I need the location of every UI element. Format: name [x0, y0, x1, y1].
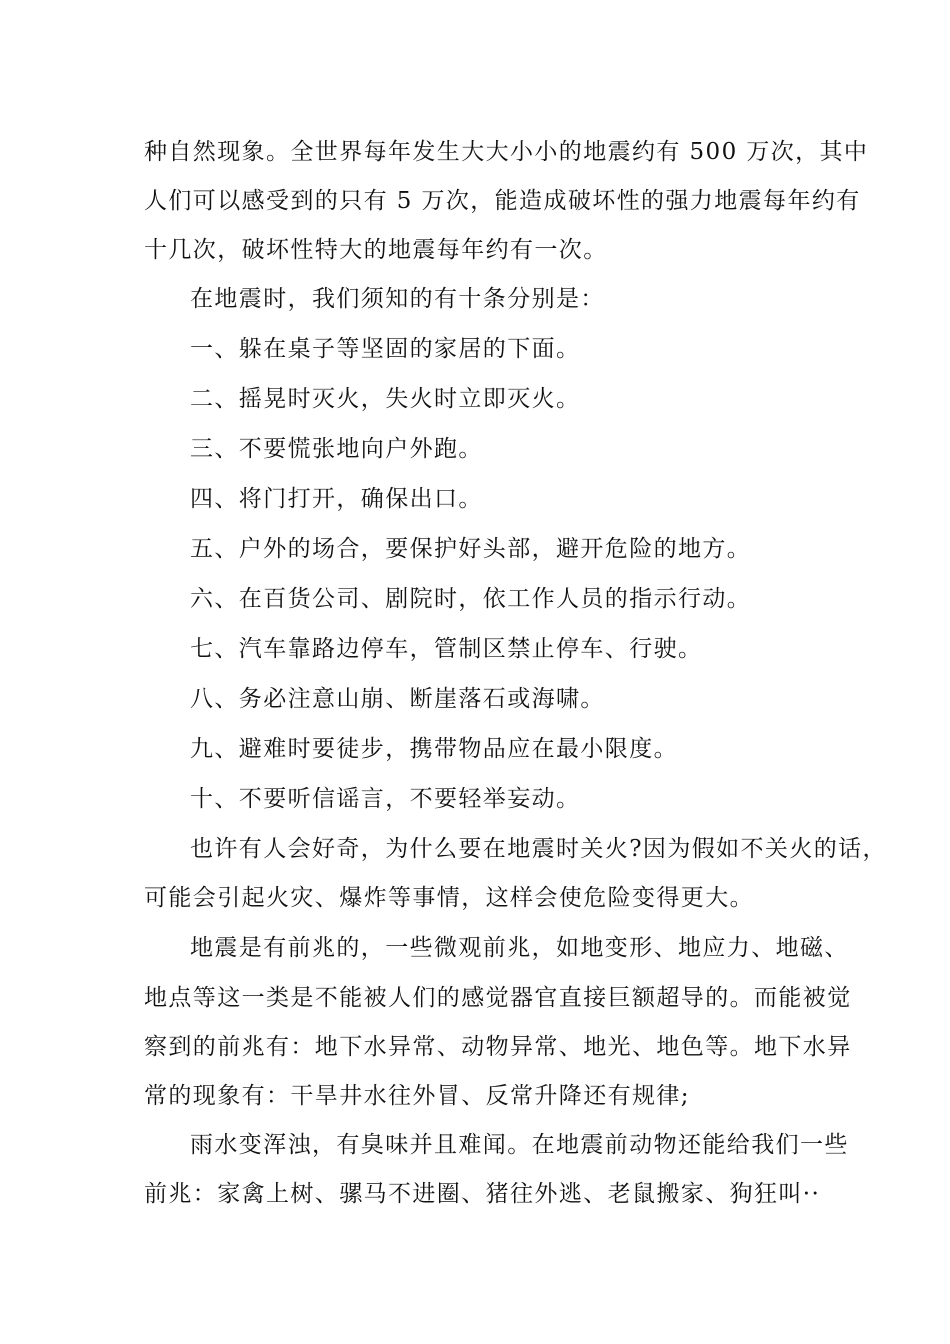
text-line: 种自然现象。全世界每年发生大大小小的地震约有 500 万次，其中	[144, 139, 869, 165]
list-item: 七、汽车靠路边停车，管制区禁止停车、行驶。	[190, 636, 703, 662]
text-line: 也许有人会好奇，为什么要在地震时关火?因为假如不关火的话，	[190, 836, 887, 862]
text-line: 可能会引起火灾、爆炸等事情，这样会使危险变得更大。	[144, 885, 754, 911]
list-item: 九、避难时要徒步，携带物品应在最小限度。	[190, 736, 678, 762]
list-item: 二、摇晃时灭火，失火时立即灭火。	[190, 386, 581, 412]
text-line: 雨水变浑浊，有臭味并且难闻。在地震前动物还能给我们一些	[190, 1132, 849, 1158]
list-item: 八、务必注意山崩、断崖落石或海啸。	[190, 686, 605, 712]
text-line: 前兆：家禽上树、骡马不进圈、猪往外逃、老鼠搬家、狗狂叫··	[144, 1181, 821, 1207]
text-line: 人们可以感受到的只有 5 万次，能造成破坏性的强力地震每年约有	[144, 188, 861, 214]
text-line: 十几次，破坏性特大的地震每年约有一次。	[144, 237, 608, 263]
list-item: 三、不要慌张地向户外跑。	[190, 436, 483, 462]
list-item: 六、在百货公司、剧院时，依工作人员的指示行动。	[190, 586, 752, 612]
text-line: 在地震时，我们须知的有十条分别是：	[190, 286, 605, 312]
list-item: 十、不要听信谣言，不要轻举妄动。	[190, 786, 581, 812]
list-item: 四、将门打开，确保出口。	[190, 486, 483, 512]
list-item: 一、躲在桌子等坚固的家居的下面。	[190, 336, 581, 362]
text-line: 地点等这一类是不能被人们的感觉器官直接巨额超导的。而能被觉	[144, 985, 852, 1011]
text-line: 察到的前兆有：地下水异常、动物异常、地光、地色等。地下水异	[144, 1034, 852, 1060]
list-item: 五、户外的场合，要保护好头部，避开危险的地方。	[190, 536, 752, 562]
text-line: 常的现象有：干旱井水往外冒、反常升降还有规律;	[144, 1083, 690, 1109]
text-line: 地震是有前兆的，一些微观前兆，如地变形、地应力、地磁、	[190, 935, 849, 961]
